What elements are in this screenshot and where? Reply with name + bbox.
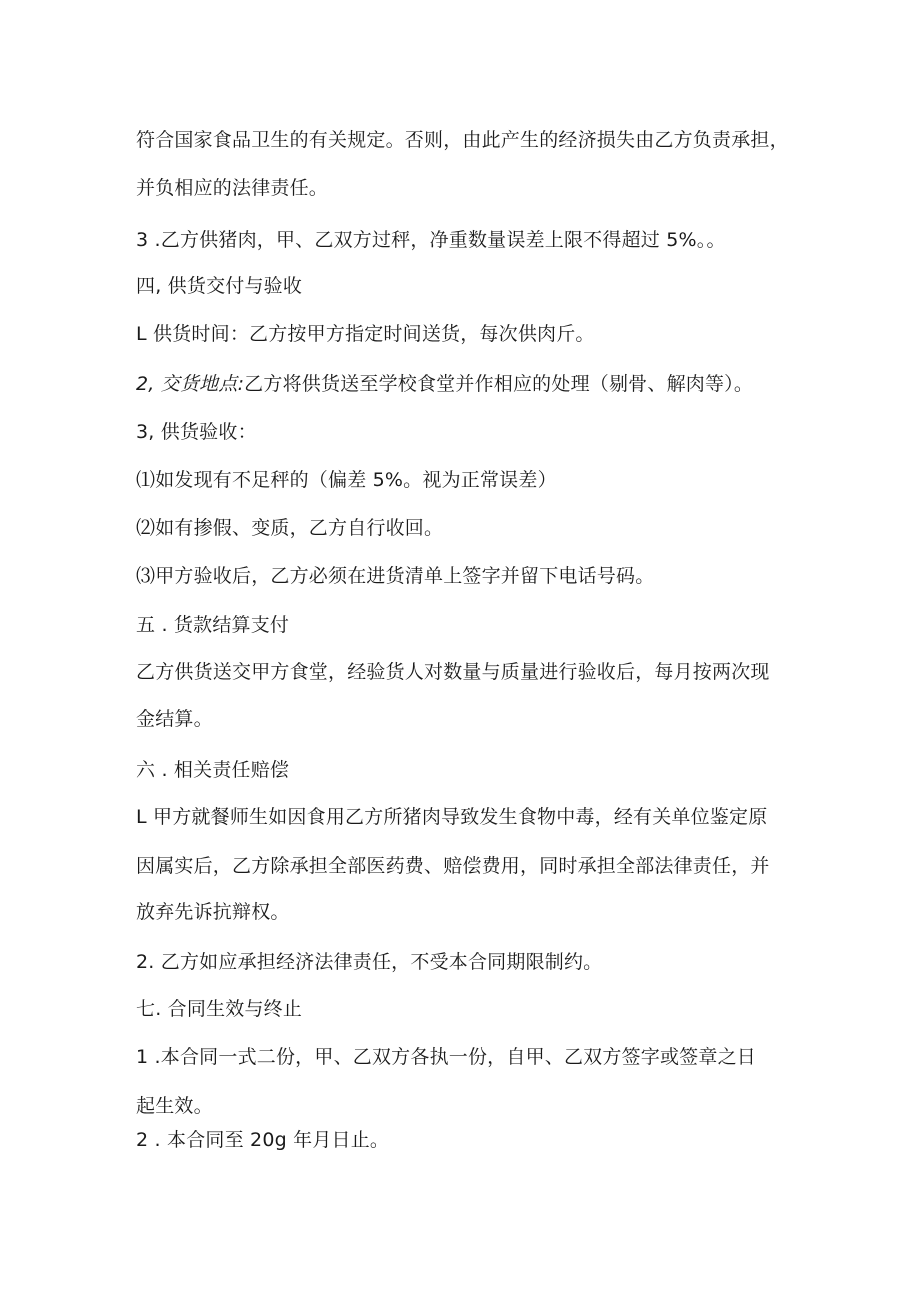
sub-clause-line: ⑶甲方验收后，乙方必须在进货清单上签字并留下电话号码。 [136, 565, 655, 587]
clause-line: 3 .乙方供猪肉，甲、乙双方过秤，净重数量误差上限不得超过 5%。。 [136, 229, 726, 251]
paragraph-line: 符合国家食品卫生的有关规定。否则，由此产生的经济损失由乙方负责承担， [136, 129, 789, 151]
clause-line: L 甲方就餐师生如因食用乙方所猪肉导致发生食物中毒，经有关单位鉴定原 [136, 806, 768, 828]
sub-clause-line: ⑵如有掺假、变质，乙方自行收回。 [136, 517, 444, 539]
clause-text: 乙方将供货送至学校食堂并作相应的处理（剔骨、解肉等）。 [244, 373, 754, 395]
clause-line: L 供货时间：乙方按甲方指定时间送货，每次供肉斤。 [136, 323, 595, 345]
clause-line: 1 .本合同一式二份，甲、乙双方各执一份，自甲、乙双方签字或签章之日 [136, 1046, 756, 1068]
paragraph-line: 金结算。 [136, 708, 213, 730]
sub-clause-line: ⑴如发现有不足秤的（偏差 5%。视为正常误差） [136, 469, 557, 491]
clause-line: 2 . 本合同至 20g 年月日止。 [136, 1129, 390, 1151]
clause-line: 3, 供货验收： [136, 421, 257, 443]
paragraph-line: 并负相应的法律责任。 [136, 177, 329, 199]
section-heading: 四, 供货交付与验收 [136, 275, 303, 297]
clause-line [136, 372, 796, 396]
clause-line: 起生效。 [136, 1095, 213, 1117]
section-heading: 七. 合同生效与终止 [136, 998, 303, 1020]
clause-line: 因属实后，乙方除承担全部医药费、赔偿费用，同时承担全部法律责任，并 [136, 855, 770, 877]
section-heading: 六 . 相关责任赔偿 [136, 759, 290, 781]
paragraph-line: 乙方供货送交甲方食堂，经验货人对数量与质量进行验收后，每月按两次现 [136, 661, 770, 683]
clause-line: 放弃先诉抗辩权。 [136, 901, 290, 923]
clause-line: 2. 乙方如应承担经济法律责任，不受本合同期限制约。 [136, 951, 603, 973]
clause-label: 2, 交货地点: [136, 373, 245, 395]
section-heading: 五 . 货款结算支付 [136, 614, 290, 636]
